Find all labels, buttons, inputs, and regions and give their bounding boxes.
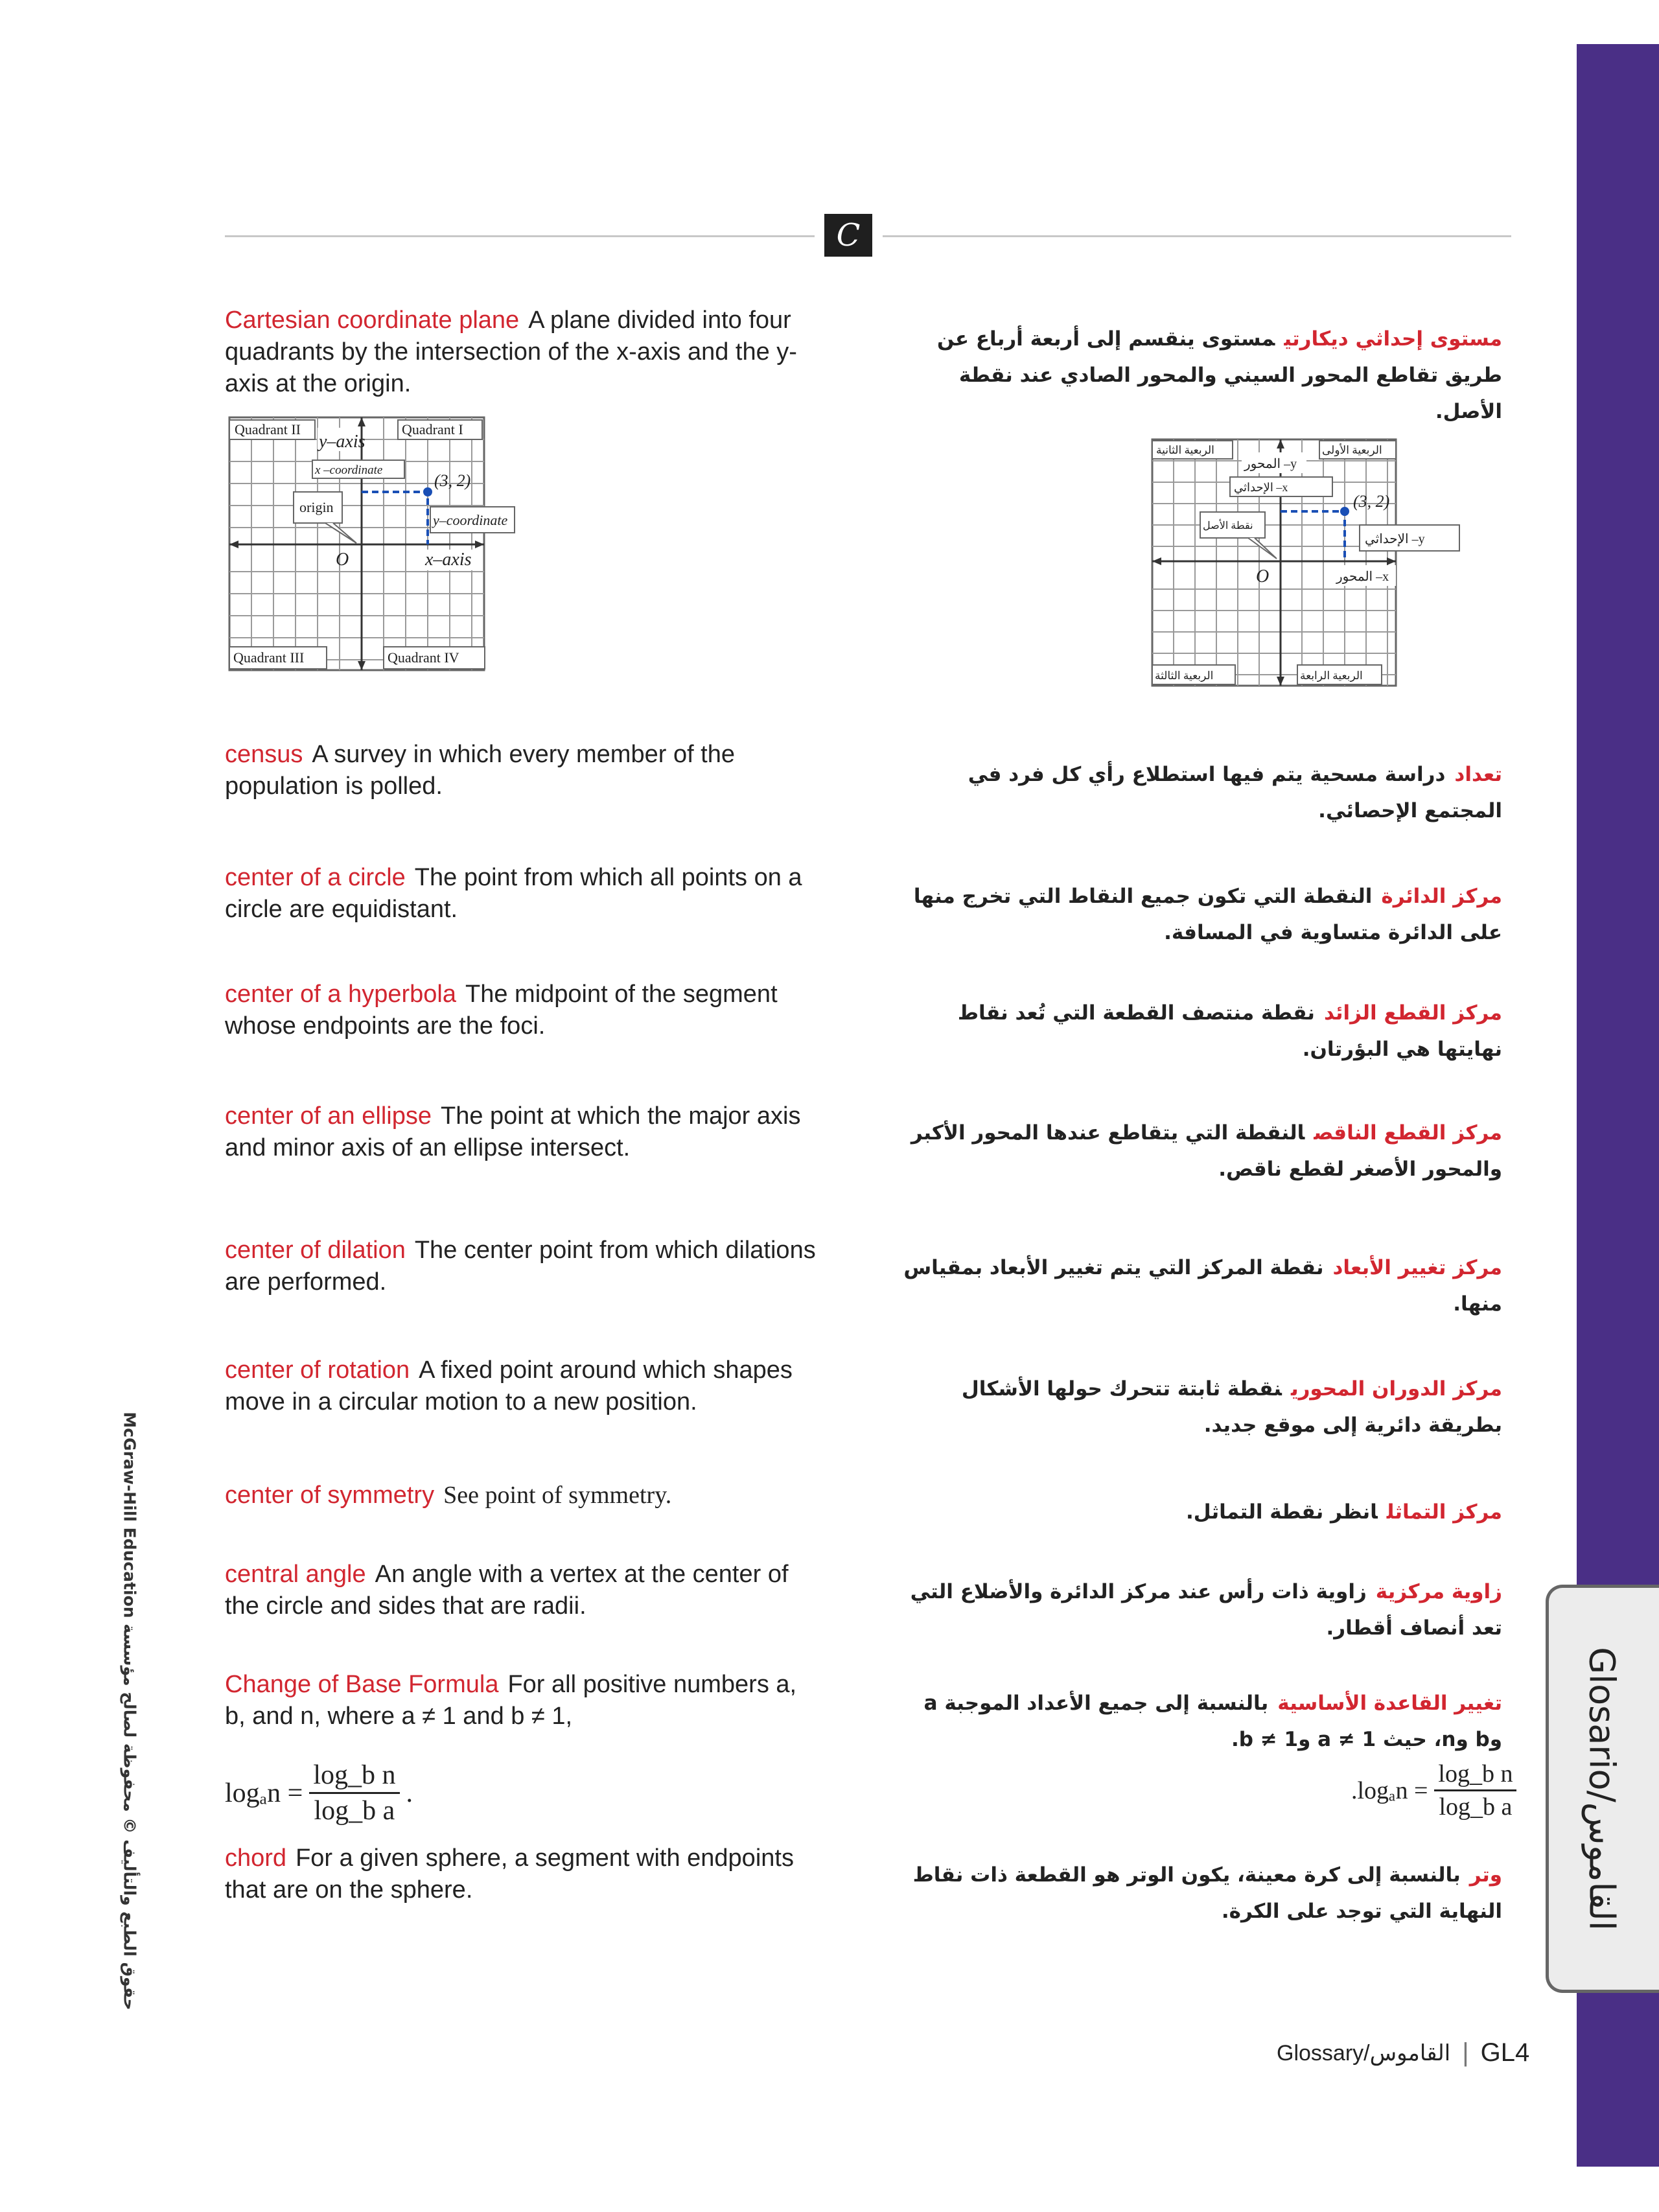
x-coordinate-label: x –coordinate bbox=[315, 463, 383, 477]
term-en: census bbox=[225, 741, 303, 768]
definition-en: For all positive numbers a, b, and n, where a ≠ 1 and b ≠ 1, bbox=[225, 1671, 797, 1730]
change-of-base-formula-ar bbox=[1351, 1760, 1523, 1821]
definition-en: The point at which the major axis and minor axis of an ellipse intersect. bbox=[225, 1102, 801, 1161]
entry-en-chord bbox=[225, 1843, 821, 1906]
entry-en-center-hyperbola bbox=[225, 979, 821, 1042]
formula-denominator: log_b a bbox=[314, 1796, 395, 1826]
definition-en: The point from which all points on a circle are equidistant. bbox=[225, 864, 802, 923]
origin-mark-ar: O bbox=[1256, 566, 1270, 587]
definition-en: A survey in which every member of the population is polled. bbox=[225, 741, 736, 800]
quadrant-i-label-ar: الربعية الأولى bbox=[1322, 444, 1382, 456]
entry-ar-center-symmetry bbox=[893, 1494, 1502, 1530]
quadrant-iv-label: Quadrant IV bbox=[388, 649, 459, 666]
entry-en-center-ellipse bbox=[225, 1100, 821, 1164]
definition-ar: نقطة منتصف القطعة التي تُعد نقاط نهايتها هي البؤرتان. bbox=[957, 1001, 1502, 1061]
definition-ar: مستوى ينقسم إلى أربعة أرباع عن طريق تقاطع المحور السيني والمحور الصادي عند نقطة الأصل. bbox=[937, 327, 1502, 423]
formula-fraction-ar bbox=[1434, 1760, 1516, 1821]
quadrant-i-label: Quadrant I bbox=[402, 421, 463, 437]
term-en: center of rotation bbox=[225, 1356, 410, 1384]
entry-en-center-rotation bbox=[225, 1355, 821, 1418]
quadrant-iv-label-ar: الربعية الرابعة bbox=[1300, 669, 1363, 682]
definition-en: An angle with a vertex at the center of the circle and sides that are radii. bbox=[225, 1561, 789, 1620]
quadrant-ii-label: Quadrant II bbox=[235, 421, 301, 437]
term-ar: مركز القطع الزائد bbox=[1323, 1001, 1502, 1025]
definition-ar: بالنسبة إلى كرة معينة، يكون الوتر هو القطعة ذات نقاط النهاية التي توجد على الكرة. bbox=[912, 1863, 1502, 1923]
definition-ar: نقطة ثابتة تتحرك حولها الأشكال بطريقة دائرية إلى موقع جديد. bbox=[961, 1377, 1502, 1437]
term-en: center of dilation bbox=[225, 1237, 406, 1264]
entry-en-cartesian bbox=[225, 305, 821, 400]
section-letter: C bbox=[824, 214, 872, 257]
term-ar: تعداد bbox=[1454, 763, 1502, 786]
page-footer bbox=[1277, 2038, 1529, 2067]
term-en: center of symmetry bbox=[225, 1482, 435, 1509]
entry-ar-center-rotation bbox=[893, 1371, 1502, 1443]
entry-ar-center-ellipse bbox=[893, 1115, 1502, 1187]
term-ar: وتر bbox=[1469, 1863, 1502, 1887]
y-axis-label: y–axis bbox=[319, 432, 365, 452]
definition-en: A fixed point around which shapes move in a circular motion to a new position. bbox=[225, 1356, 793, 1415]
coordinate-plane-figure-ar bbox=[1151, 438, 1462, 689]
quadrant-iii-label: Quadrant III bbox=[233, 649, 305, 666]
section-divider-right bbox=[883, 235, 1511, 237]
term-ar: مركز القطع الناقص bbox=[1314, 1121, 1502, 1145]
definition-en: For a given sphere, a segment with endpoints that are on the sphere. bbox=[225, 1845, 794, 1903]
definition-ar: النقطة التي تكون جميع النقاط التي تخرج منها على الدائرة متساوية في المسافة. bbox=[913, 885, 1502, 944]
term-ar: مركز الدائرة bbox=[1381, 885, 1502, 908]
quadrant-ii-label-ar: الربعية الثانية bbox=[1156, 444, 1214, 456]
glossary-tab-label: Glosario/القاموس bbox=[1581, 1647, 1623, 1931]
coordinate-plane-figure-en bbox=[228, 416, 508, 673]
entry-ar-center-hyperbola bbox=[893, 995, 1502, 1067]
entry-ar-chord bbox=[893, 1857, 1502, 1929]
entry-en-center-symmetry bbox=[225, 1480, 821, 1511]
point-label: (3, 2) bbox=[434, 471, 471, 490]
entry-en-change-of-base bbox=[225, 1669, 821, 1732]
change-of-base-formula-en: logₐn = $\frac{\text{log\_b n}}{\text{log\_b a}}$ . bbox=[225, 1760, 413, 1826]
section-divider-left bbox=[225, 235, 815, 237]
y-coordinate-label: y–coordinate bbox=[433, 512, 508, 528]
entry-ar-cartesian bbox=[893, 321, 1502, 430]
entry-en-central-angle bbox=[225, 1559, 821, 1622]
x-axis-label: x–axis bbox=[425, 550, 472, 570]
term-en: center of a hyperbola bbox=[225, 981, 457, 1008]
formula-denominator-ar: log_b a bbox=[1439, 1793, 1513, 1821]
term-en: chord bbox=[225, 1845, 287, 1872]
definition-en: See point of symmetry. bbox=[443, 1482, 672, 1509]
quadrant-iii-label-ar: الربعية الثالثة bbox=[1155, 669, 1214, 682]
copyright-notice: McGraw-Hill Education حقوق الطبع والتأليف © محفوظة لصالح مؤسسة bbox=[120, 1412, 139, 2010]
page-number: GL4 bbox=[1480, 2038, 1530, 2067]
term-ar: مركز تغيير الأبعاد bbox=[1332, 1256, 1502, 1279]
entry-ar-center-circle bbox=[893, 878, 1502, 951]
definition-en: The midpoint of the segment whose endpoints are the foci. bbox=[225, 981, 778, 1040]
x-axis-label-ar: المحور –x bbox=[1336, 570, 1389, 584]
definition-ar: النقطة التي يتقاطع عندها المحور الأكبر والمحور الأصغر لقطع ناقص. bbox=[911, 1121, 1502, 1181]
definition-ar: دراسة مسحية يتم فيها استطلاع رأي كل فرد في المجتمع الإحصائي. bbox=[968, 763, 1502, 822]
definition-ar: بالنسبة إلى جميع الأعداد الموجبة a وb وn، حيث a ≠ 1 وb ≠ 1. bbox=[923, 1692, 1502, 1751]
definition-en: The center point from which dilations are performed. bbox=[225, 1237, 816, 1296]
y-axis-label-ar: المحور –y bbox=[1244, 457, 1297, 471]
term-ar: تغيير القاعدة الأساسية bbox=[1277, 1692, 1502, 1715]
formula-lhs-ar: .logₐn = bbox=[1351, 1776, 1428, 1804]
term-ar: مركز الدوران المحوري bbox=[1290, 1377, 1502, 1401]
formula-lhs: logₐn = bbox=[225, 1778, 303, 1808]
footer-label: Glossary/القاموس bbox=[1277, 2040, 1451, 2066]
origin-mark: O bbox=[336, 550, 349, 570]
entry-ar-change-of-base bbox=[893, 1685, 1502, 1758]
entry-ar-central-angle bbox=[893, 1574, 1502, 1646]
formula-numerator-ar: log_b n bbox=[1434, 1760, 1516, 1791]
term-en: center of an ellipse bbox=[225, 1102, 432, 1130]
entry-en-center-dilation bbox=[225, 1235, 821, 1298]
entry-en-census bbox=[225, 739, 821, 802]
term-ar: زاوية مركزية bbox=[1375, 1580, 1502, 1603]
y-coordinate-label-ar: الإحداثي –y bbox=[1365, 532, 1425, 546]
term-en: center of a circle bbox=[225, 864, 406, 891]
entry-en-center-circle bbox=[225, 862, 821, 926]
term-ar: مستوى إحداثي ديكارتي bbox=[1284, 327, 1502, 351]
origin-label-ar: نقطة الأصل bbox=[1203, 520, 1253, 531]
term-ar: مركز التماثل bbox=[1386, 1500, 1502, 1524]
point-label-ar: (3, 2) bbox=[1353, 492, 1390, 511]
footer-separator: | bbox=[1462, 2038, 1469, 2067]
definition-ar: زاوية ذات رأس عند مركز الدائرة والأضلاع التي تعد أنصاف أقطار. bbox=[910, 1580, 1502, 1640]
term-en: Change of Base Formula bbox=[225, 1671, 499, 1698]
definition-ar: انظر نقطة التماثل. bbox=[1186, 1500, 1378, 1524]
definition-ar: نقطة المركز التي يتم تغيير الأبعاد بمقياس منها. bbox=[903, 1256, 1502, 1316]
entry-ar-center-dilation bbox=[893, 1250, 1502, 1322]
term-en: central angle bbox=[225, 1561, 366, 1588]
origin-label: origin bbox=[299, 499, 334, 515]
definition-en: A plane divided into four quadrants by the intersection of the x-axis and the y-axis at the origin. bbox=[225, 307, 797, 397]
formula-fraction bbox=[309, 1760, 399, 1826]
x-coordinate-label-ar: الإحداثي –x bbox=[1234, 481, 1288, 494]
entry-ar-census bbox=[893, 756, 1502, 829]
term-en: Cartesian coordinate plane bbox=[225, 307, 520, 334]
formula-numerator: log_b n bbox=[309, 1760, 399, 1794]
